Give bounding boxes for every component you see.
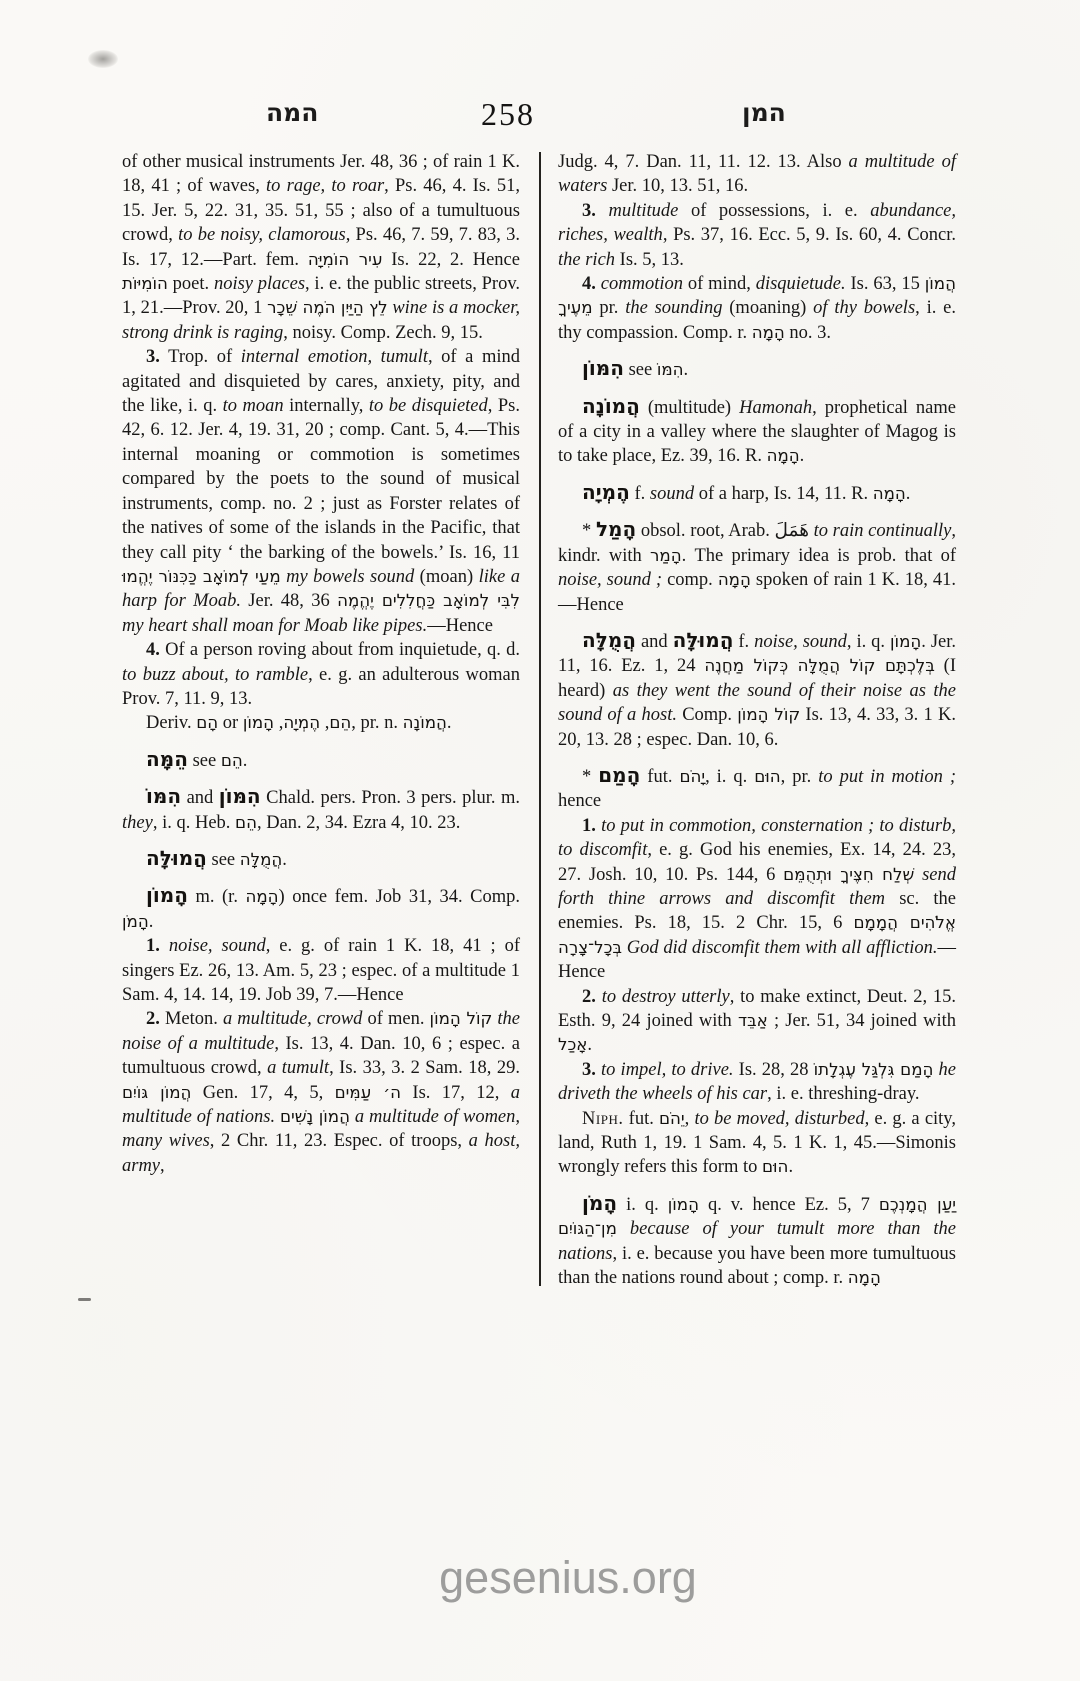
text-run: , Ps. 46, 4. Is. 51, 15. Jer. 5, 22. 31, 35. 51, 55 ; also of a tumultuous crowd, [122, 176, 520, 246]
text-run: (moan) [414, 566, 479, 587]
hebrew-text: בְּלֶכְתָּם קוֹל הֲמֻלָּה כְּקוֹל מַחֲנֶה [704, 656, 935, 676]
hebrew-text: הָמֹן [122, 911, 149, 931]
text-run: Of a person roving about from inquietude, q. d. [159, 640, 520, 661]
hebrew-text: הֲמֻלָּה [239, 849, 283, 869]
text-run: —Hence [558, 937, 956, 983]
text-run: . [446, 713, 452, 734]
text-run: to be moved, disturbed [694, 1108, 865, 1129]
hebrew-text: הָמוֹן [242, 713, 275, 733]
text-run: the rich [558, 249, 616, 270]
sense-number: 3. [582, 200, 596, 221]
text-run: . [799, 446, 805, 467]
text-run: (multitude) [639, 397, 740, 418]
hebrew-headword: הָמַל [595, 517, 637, 542]
text-run: sc. the enemies. Ps. 18, 15. 2 Chr. 15, 6 [558, 888, 956, 934]
text-run: no. 3. [784, 322, 832, 343]
text-run: of other musical instruments Jer. 48, 36 ; of rain 1 K. 18, 41 ; of waves, [122, 152, 520, 197]
text-run: , 2 Chr. 11, 23. Espec. of troops, [209, 1131, 469, 1152]
text-run: of mind, [683, 274, 756, 295]
hebrew-text: הָמַר [650, 545, 682, 565]
text-run: , pr. n. [351, 713, 403, 734]
text-run: noise, sound [754, 631, 847, 652]
dictionary-paragraph [558, 1058, 956, 1107]
scan-smudge-artifact [88, 50, 118, 68]
text-run: . [905, 483, 911, 504]
text-run: of a harp, Is. 14, 11. R. [694, 483, 873, 504]
text-run: Chald. pers. Pron. 3 pers. plur. m. [260, 788, 520, 809]
text-run: , i. e. because you have been more tumultuous than the nations round about ; comp. r. [558, 1243, 956, 1289]
hebrew-headword: הִמּוֹ [146, 784, 182, 809]
sense-number: 4. [582, 274, 596, 295]
text-run: , i. q. [846, 631, 890, 652]
text-run: commotion [600, 274, 684, 295]
text-run [160, 936, 169, 956]
text-run: , i. e. the public streets, Prov. 1, 21.—Prov. 20, 1 [122, 274, 521, 319]
text-run: —Hence [427, 615, 493, 636]
text-run: Jer. 48, 36 [240, 591, 338, 612]
text-run [617, 1219, 630, 1239]
text-run: , e. g. a city, land, Ruth 1, 19. 1 Sam. 4, 5. 1 K. 1, 45.—Simonis wrongly refers this form to [558, 1108, 956, 1178]
text-run: , pr. [780, 766, 819, 787]
text-run: and [636, 631, 673, 652]
text-run: Deriv. [146, 713, 197, 734]
column-divider-rule [539, 152, 541, 1286]
hebrew-text: מֵעַי לְמוֹאָב כַּכִּנּוֹר יֶהֱמוּ [122, 566, 281, 586]
text-run: Judg. 4, 7. Dan. 11, 11. 12. 13. Also [558, 152, 849, 172]
text-run: abundance, riches, wealth [558, 200, 956, 246]
text-run: disquietude. [755, 274, 846, 295]
grammar-label: Niph. [582, 1108, 624, 1129]
dictionary-paragraph [558, 517, 956, 617]
text-run: Meton. [159, 1009, 223, 1030]
text-run: of thy bowels [813, 298, 916, 319]
hebrew-text: יָהֹם [679, 766, 706, 786]
text-run: ; Jer. 51, 34 joined with [767, 1011, 956, 1031]
page-number: 258 [481, 96, 535, 132]
text-run: (moaning) [722, 298, 814, 319]
text-run: , Is. 33, 3. 2 Sam. 18, 29. [329, 1058, 521, 1079]
text-run: . The primary idea is prob. that of [681, 545, 956, 566]
text-run: , Ps. 42, 6. 12. Jer. 4, 19. 31, 20 ; comp. Cant. 5, 4.—This internal moaning or commotion is sometimes compared by the poets to the sound of musical instruments, comp. no. 2 ; just as Forster relates of the natives of some of the islands in the Pacific, that they call pity ‘ the barking of the bowels.’ Is. 16, 11 [122, 396, 520, 563]
dictionary-paragraph [558, 480, 956, 506]
text-run: , i. e. threshing-dray. [767, 1084, 920, 1105]
text-run: my bowels sound [286, 566, 415, 587]
sense-number: 1. [146, 936, 160, 957]
hebrew-text: הִמּוֹ [656, 360, 684, 380]
text-run [596, 201, 609, 221]
text-run: , of a mind agitated and disquieted by cares, anxiety, pity, and the like, i. q. [122, 347, 521, 417]
text-run: , Is. 13, 4. Dan. 10, 6 ; espec. a tumultuous crowd, [122, 1033, 520, 1079]
text-run: , prophetical name of a city in a valley where the slaughter of Magog is to take place, Ez. 39, 16. R. [558, 397, 956, 467]
text-run: , noisy. Comp. Zech. 9, 15. [283, 322, 483, 343]
text-run: Is. 5, 13. [615, 249, 684, 270]
text-run: . [788, 1157, 794, 1178]
dictionary-paragraph [558, 985, 956, 1058]
text-run: Trop. of [159, 347, 241, 368]
hebrew-text: לִבִּי לְמוֹאָב כַּחֲלִלִים יֶהֱמֶה [337, 591, 520, 611]
header-keyword-right: המן [742, 98, 786, 127]
hebrew-text: הֲמוֹן גּוֹיִם [122, 1082, 192, 1102]
hebrew-text: ה׳ עַמִּים [334, 1082, 402, 1102]
sense-number: 3. [146, 347, 160, 368]
text-run: ) once fem. Job 31, 34. Comp. [278, 887, 520, 908]
dictionary-paragraph [558, 763, 956, 814]
text-run: to rain continually [813, 521, 952, 542]
text-run: they [122, 812, 153, 833]
text-run: to put in motion ; [818, 766, 957, 787]
text-run: to moan [222, 396, 284, 417]
text-run: fut. [640, 766, 680, 787]
text-run: a tumult [267, 1058, 330, 1079]
watermark: gesenius.org [439, 1552, 697, 1603]
hebrew-text: הוּם [761, 1157, 789, 1177]
hebrew-headword: הִמּוֹן [218, 784, 261, 809]
hebrew-text: הָמָה [751, 322, 785, 342]
text-run: noise, sound [168, 936, 266, 957]
text-run: , Ps. 37, 16. Ecc. 5, 9. Is. 60, 4. Concr. [662, 225, 957, 246]
hebrew-headword: הֵמָּה [146, 746, 188, 771]
text-run: see [187, 750, 221, 771]
text-run: a multitude of women, many wives [122, 1107, 521, 1152]
dictionary-paragraph [122, 345, 520, 638]
dictionary-paragraph [122, 883, 520, 934]
hebrew-text: הָמוֹן [890, 631, 922, 651]
hebrew-text: הֵם [329, 713, 352, 733]
hebrew-text: יַעַן הֲמָנְכֶם מִן־הַגּוֹיִם [558, 1194, 956, 1239]
text-run: Is. 13, 4. 33, 3. 1 K. 20, 13. 28 ; espec. Dan. 10, 6. [558, 705, 956, 750]
text-run: spoken of rain 1 K. 18, 41.—Hence [558, 570, 956, 615]
text-run: see [623, 360, 657, 381]
text-run: to be noisy, clamorous [178, 225, 346, 246]
text-run: the sounding [625, 298, 723, 319]
hebrew-text: הָמָה [872, 483, 906, 503]
hebrew-headword: הֲמוּלָּה [672, 627, 734, 652]
text-columns [122, 150, 956, 1290]
text-run: send forth thine arrows and discomfit them [558, 864, 957, 909]
text-run: to put in commotion, consternation ; to disturb, to discomfit [558, 815, 956, 861]
hebrew-text: הָמָה [847, 1268, 881, 1288]
text-run: , [684, 1108, 695, 1129]
text-run: a host, army [122, 1131, 520, 1176]
sense-number: 2. [146, 1009, 160, 1030]
text-run: or [218, 713, 243, 734]
text-run: m. (r. [187, 887, 246, 908]
hebrew-text: יֵהֹם [659, 1108, 685, 1128]
hebrew-text: הֶמְיָה [283, 713, 321, 733]
text-run: the noise of a multitude [122, 1009, 520, 1054]
hebrew-text: הֵם [235, 812, 257, 832]
text-run: . [242, 750, 248, 771]
hebrew-text: הָמָה [245, 887, 279, 907]
dictionary-paragraph [558, 150, 956, 199]
text-run: Is. 28, 28 [733, 1059, 814, 1080]
sense-number: 3. [582, 1059, 596, 1080]
hebrew-text: אַבֵּד [737, 1011, 768, 1030]
page-header [0, 96, 1080, 138]
text-run: , [160, 1155, 165, 1176]
dictionary-paragraph [122, 150, 520, 345]
text-run: , [320, 713, 330, 734]
text-run: , to make extinct, Deut. 2, 15. Esth. 9, 24 joined with [558, 986, 956, 1031]
text-run: . [282, 849, 287, 870]
text-run: a multitude of nations. [122, 1082, 520, 1128]
dictionary-paragraph [558, 814, 956, 985]
text-run: (I heard) [558, 656, 956, 701]
hebrew-text: הָמָה [717, 570, 751, 590]
text-run: a multitude of waters [558, 152, 957, 197]
text-run: a multitude, crowd [222, 1009, 363, 1030]
text-run: and [181, 788, 219, 809]
text-run: God did discomfit them with all affliction. [626, 937, 938, 958]
text-run: f. [629, 483, 650, 504]
text-run: f. [733, 631, 755, 652]
sense-number: 1. [582, 815, 596, 836]
right-column [558, 150, 956, 1290]
dictionary-paragraph [558, 272, 956, 345]
text-run: , kindr. with [558, 521, 957, 566]
dictionary-paragraph [558, 1191, 956, 1291]
dictionary-paragraph [122, 747, 520, 773]
hebrew-headword: הֶמְיָה [582, 479, 630, 504]
text-run: wine is a mocker, strong drink is raging [122, 298, 521, 343]
hebrew-text: הוֹמִיּוֹת [122, 274, 168, 294]
hebrew-text: הָמַם גִּלְגַּל עֶגְלָתוֹ [813, 1059, 934, 1079]
hebrew-headword: הָמַם [598, 762, 641, 787]
text-run: , e. g. an adulterous woman Prov. 7, 11. 9, 13. [122, 664, 520, 709]
text-run: . [683, 360, 689, 381]
text-run: internal emotion, tumult [240, 347, 428, 368]
dictionary-paragraph [122, 1007, 520, 1178]
text-run: multitude [608, 200, 679, 221]
hebrew-text: קוֹל הָמוֹן [737, 705, 801, 725]
text-run: Gen. 17, 4, 5, [191, 1082, 335, 1103]
dictionary-paragraph [558, 356, 956, 382]
text-run: noise, sound ; [558, 570, 663, 591]
hebrew-text: אָכַל [558, 1035, 588, 1055]
text-run: obsol. root, Arab. [636, 521, 775, 542]
hebrew-text: אֱלֹהִים הֲמָמָם בְּכָל־צָרָה [558, 913, 956, 957]
text-run: noisy places [213, 274, 306, 295]
text-run: sound [649, 483, 695, 504]
hebrew-text: הָמוֹן [667, 1194, 699, 1214]
hebrew-text: הָמָה [766, 446, 800, 466]
text-run: . Jer. 11, 16. Ez. 1, 24 [558, 631, 956, 677]
text-run: see [206, 849, 240, 870]
text-run: to buzz about, to ramble [122, 664, 309, 685]
hebrew-headword: הָמֹן [582, 1190, 618, 1215]
text-run: , Dan. 2, 34. Ezra 4, 10. 23. [256, 812, 461, 833]
text-run: to destroy utterly [601, 986, 730, 1007]
hebrew-text: הוּם [754, 766, 781, 786]
dictionary-paragraph [122, 846, 520, 872]
dictionary-paragraph [558, 1107, 956, 1180]
text-run [914, 865, 922, 885]
dictionary-paragraph [122, 711, 520, 735]
text-run: * [582, 766, 599, 787]
header-keyword-left: המה [266, 98, 319, 127]
hebrew-headword: הָמוֹן [146, 883, 188, 908]
text-run: like a harp for Moab. [122, 566, 520, 612]
hebrew-text: שְׁלַח חִצֶּיךָ וּתְהֻמֵּם [783, 864, 915, 884]
hebrew-text: הֲמוֹן נָשִׁים [279, 1107, 350, 1127]
text-run: my heart shall moan for Moab like pipes. [122, 615, 428, 636]
text-run: fut. [623, 1108, 659, 1129]
text-run: comp. [662, 570, 718, 591]
text-run: of men. [362, 1009, 430, 1030]
text-run: hence [558, 791, 602, 812]
text-run: poet. [167, 274, 214, 295]
text-run: he driveth the wheels of his car [558, 1059, 956, 1105]
text-run: q. v. hence Ez. 5, 7 [698, 1194, 879, 1215]
dictionary-paragraph [558, 628, 956, 752]
text-run: Is. 63, 15 [845, 274, 925, 295]
text-run: to impel, to drive. [601, 1059, 734, 1080]
text-run: i. q. [617, 1194, 668, 1215]
hebrew-headword: הִמּוֹן [582, 356, 624, 381]
dictionary-paragraph [558, 394, 956, 469]
sense-number: 4. [146, 640, 160, 661]
text-run: Jer. 10, 13. 51, 16. [607, 176, 749, 197]
hebrew-headword: הֲמוֹנָה [582, 393, 640, 418]
text-run: . [587, 1035, 593, 1056]
arabic-text: هَمَلَ [774, 520, 809, 542]
hebrew-text: הֲמוֹן מֵעֶיךָ [558, 274, 956, 318]
text-run: pr. [592, 298, 626, 319]
hebrew-text: קוֹל הָמוֹן [429, 1009, 493, 1029]
hebrew-text: הֵם [220, 750, 243, 770]
text-run: , i. q. Heb. [152, 812, 236, 833]
hebrew-text: הֲמוֹנָה [402, 713, 447, 733]
text-run: internally, [283, 396, 369, 417]
text-run: , Ps. 46, 7. 59, 7. 83, 3. Is. 17, 12.—Part. fem. [122, 225, 521, 270]
dictionary-paragraph [122, 638, 520, 711]
dictionary-paragraph [122, 784, 520, 835]
hebrew-text: לֵץ הַיַּיִן הֹמֶה שֵׁכָר [267, 298, 388, 318]
text-run: * [582, 521, 596, 542]
text-run: Hamonah [739, 397, 813, 418]
dictionary-paragraph [122, 934, 520, 1007]
scan-dash-artifact [78, 1298, 91, 1301]
text-run: , e. g. of rain 1 K. 18, 41 ; of singers Ez. 26, 13. Am. 5, 23 ; espec. of a multitude 1 Sam. 4, 14. 14, 19. Job 39, 7.—Hence [122, 936, 521, 1005]
hebrew-headword: הֲמֻלָּה [582, 627, 637, 652]
text-run: because of your tumult more than the nations [558, 1219, 957, 1264]
text-run: as they went the sound of their noise as the sound of a host. [558, 680, 957, 726]
text-run: , i. q. [705, 766, 755, 787]
text-run: . [148, 911, 154, 932]
text-run: to rage, to roar [266, 176, 385, 197]
hebrew-headword: הֲמוּלָּה [146, 845, 207, 870]
text-run: Is. 22, 2. Hence [382, 249, 520, 270]
hebrew-text: עִיר הוֹמִיָּה [307, 249, 383, 269]
text-run: , [274, 713, 284, 734]
text-run: Comp. [676, 705, 738, 726]
text-run: to be disquieted [368, 396, 488, 417]
text-run: Is. 17, 12, [401, 1082, 511, 1103]
left-column [122, 150, 520, 1290]
text-run: of possessions, i. e. [678, 200, 871, 221]
dictionary-paragraph [558, 199, 956, 272]
text-run: , e. g. God his enemies, Ex. 14, 24. 23, 27. Josh. 10, 10. Ps. 144, 6 [558, 840, 956, 885]
sense-number: 2. [582, 986, 596, 1007]
text-run: , i. e. thy compassion. Comp. r. [558, 298, 957, 343]
hebrew-text: הָם [196, 713, 219, 733]
